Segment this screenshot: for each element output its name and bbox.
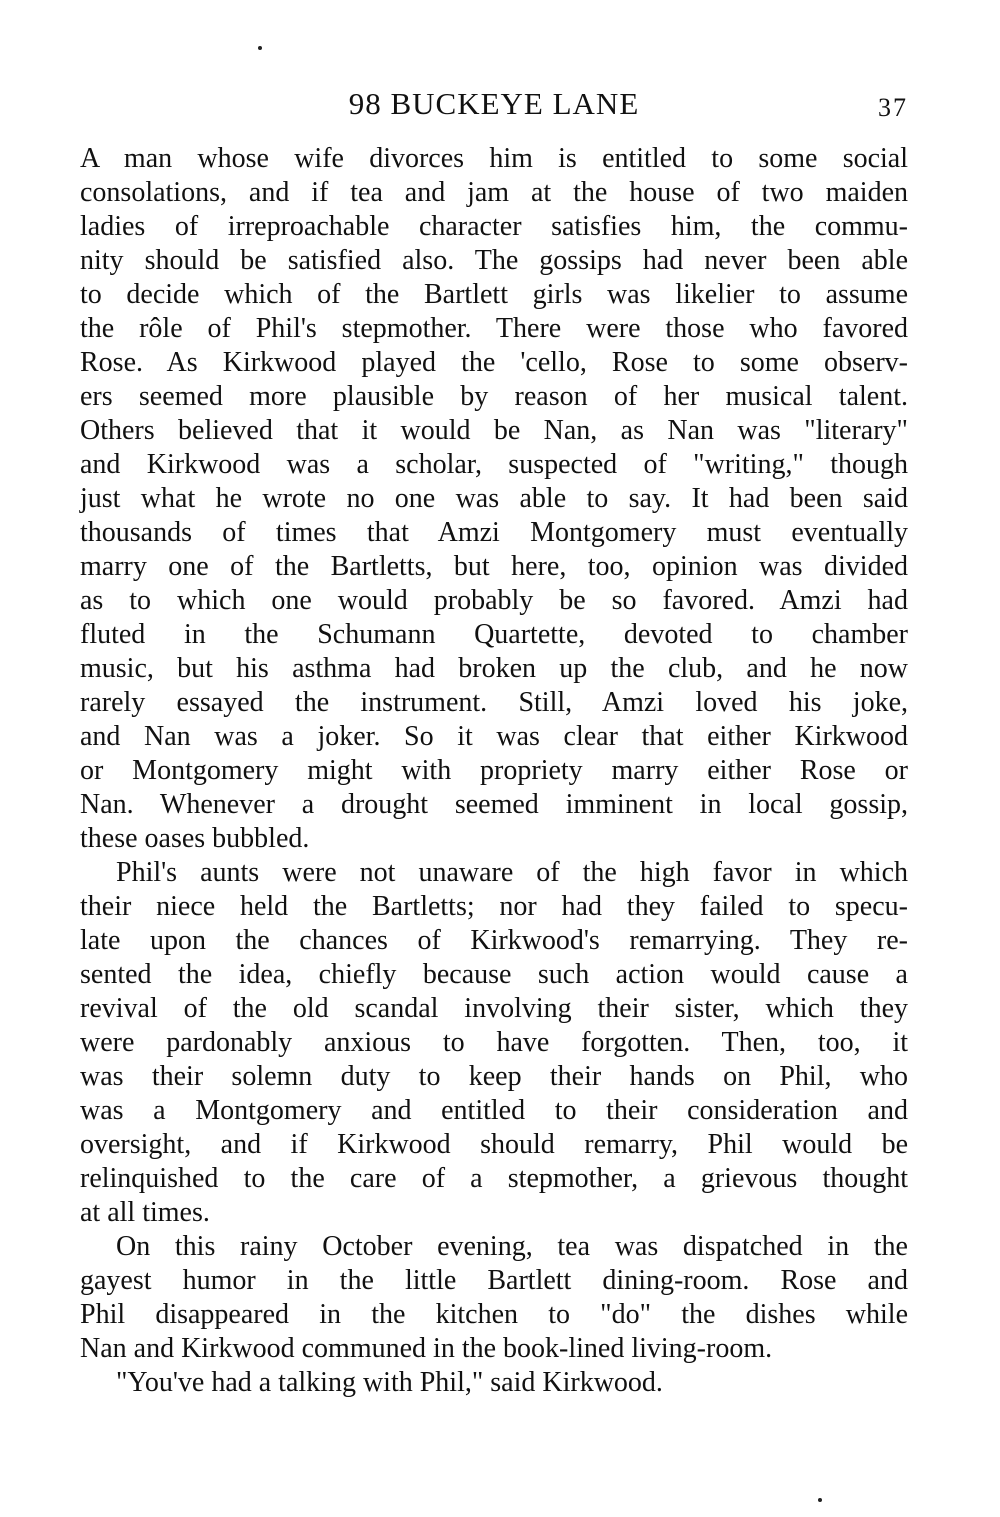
text-line: the rôle of Phil's stepmother. There were those who favored: [80, 313, 908, 344]
text-line: or Montgomery might with propriety marry either Rose or: [80, 755, 908, 786]
text-line: Phil's aunts were not unaware of the high favor in which: [116, 857, 908, 888]
text-line: Nan and Kirkwood communed in the book-lined living-room.: [80, 1333, 773, 1364]
text-line: their niece held the Bartletts; nor had they failed to specu-: [80, 891, 908, 922]
text-line: Nan. Whenever a drought seemed imminent in local gossip,: [80, 789, 908, 820]
text-line: music, but his asthma had broken up the club, and he now: [80, 653, 908, 684]
text-line: Rose. As Kirkwood played the 'cello, Rose to some observ-: [80, 347, 908, 378]
paragraph: [80, 1366, 908, 1400]
text-line: to decide which of the Bartlett girls was likelier to assume: [80, 279, 908, 310]
text-line: consolations, and if tea and jam at the house of two maiden: [80, 177, 908, 208]
text-line: fluted in the Schumann Quartette, devoted to chamber: [80, 619, 908, 650]
body-text: [80, 142, 908, 1400]
page-header: [80, 84, 908, 124]
text-line: A man whose wife divorces him is entitled to some social: [80, 143, 908, 174]
text-line: thousands of times that Amzi Montgomery must eventually: [80, 517, 908, 548]
text-line: these oases bubbled.: [80, 823, 310, 854]
text-line: gayest humor in the little Bartlett dining-room. Rose and: [80, 1265, 908, 1296]
text-line: Others believed that it would be Nan, as Nan was "literary": [80, 415, 908, 446]
text-line: sented the idea, chiefly because such action would cause a: [80, 959, 908, 990]
text-line: oversight, and if Kirkwood should remarry, Phil would be: [80, 1129, 908, 1160]
text-line: and Kirkwood was a scholar, suspected of "writing," though: [80, 449, 908, 480]
running-title: 98 BUCKEYE LANE: [348, 86, 640, 121]
speck-mark: [258, 46, 262, 50]
text-line: marry one of the Bartletts, but here, too, opinion was divided: [80, 551, 908, 582]
text-line: relinquished to the care of a stepmother, a grievous thought: [80, 1163, 908, 1194]
text-line: were pardonably anxious to have forgotten. Then, too, it: [80, 1027, 908, 1058]
text-line: ers seemed more plausible by reason of her musical talent.: [80, 381, 908, 412]
text-line: at all times.: [80, 1197, 210, 1228]
text-line: ladies of irreproachable character satisfies him, the commu-: [80, 211, 908, 242]
text-line: was a Montgomery and entitled to their consideration and: [80, 1095, 908, 1126]
text-line: On this rainy October evening, tea was dispatched in the: [116, 1231, 908, 1262]
text-line: late upon the chances of Kirkwood's remarrying. They re-: [80, 925, 908, 956]
text-line: revival of the old scandal involving their sister, which they: [80, 993, 908, 1024]
text-line: and Nan was a joker. So it was clear that either Kirkwood: [80, 721, 908, 752]
paragraph: [80, 1230, 908, 1366]
paragraph: [80, 142, 908, 856]
paragraph: [80, 856, 908, 1230]
page-number: 37: [878, 93, 908, 122]
text-line: just what he wrote no one was able to say. It had been said: [80, 483, 908, 514]
text-line: nity should be satisfied also. The gossips had never been able: [80, 245, 908, 276]
text-line: Phil disappeared in the kitchen to "do" the dishes while: [80, 1299, 908, 1330]
text-line: was their solemn duty to keep their hands on Phil, who: [80, 1061, 908, 1092]
text-line: rarely essayed the instrument. Still, Amzi loved his joke,: [80, 687, 908, 718]
text-line: "You've had a talking with Phil," said Kirkwood.: [116, 1367, 663, 1398]
speck-mark: [818, 1498, 822, 1502]
text-line: as to which one would probably be so favored. Amzi had: [80, 585, 908, 616]
